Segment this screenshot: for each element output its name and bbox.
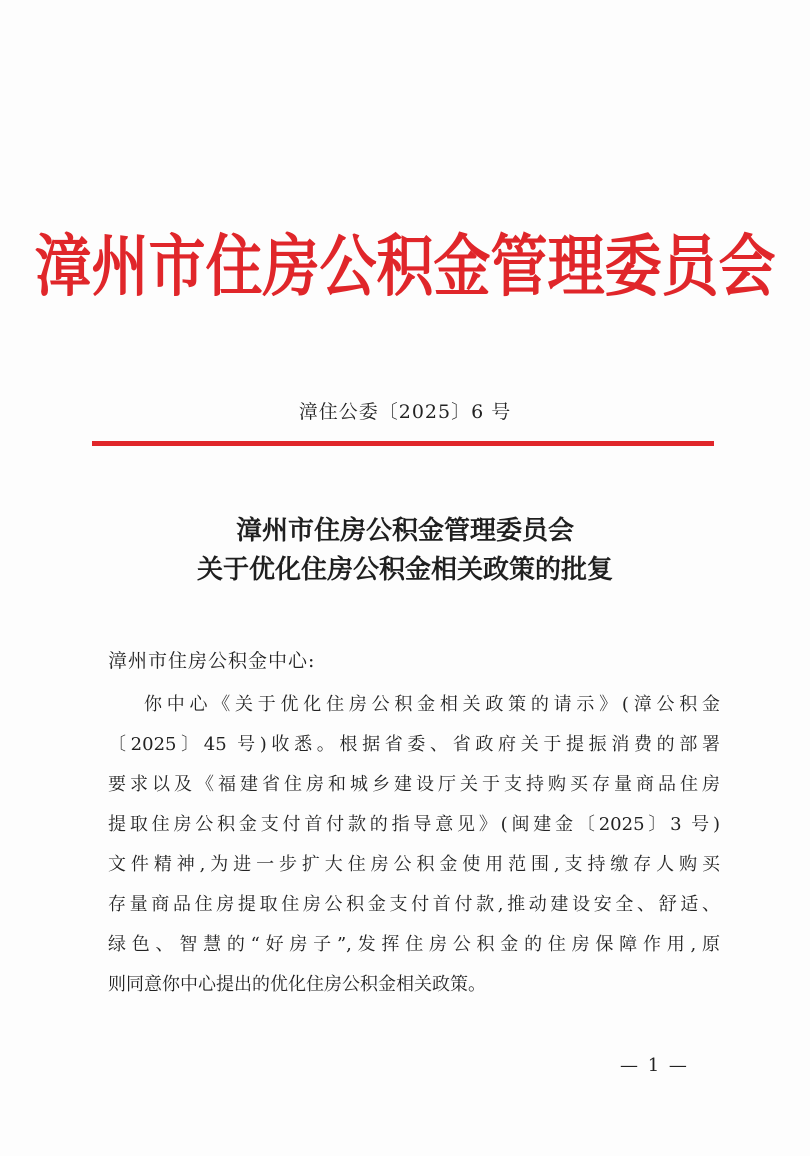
page-number: — 1 —	[620, 1055, 689, 1076]
body-paragraph	[108, 685, 720, 1005]
title-line-2: 关于优化住房公积金相关政策的批复	[196, 555, 613, 585]
body-line: 绿色、智慧的“好房子”,发挥住房公积金的住房保障作用,原	[108, 934, 720, 955]
issuing-organization-header: 漳州市住房公积金管理委员会	[34, 228, 776, 307]
body-line: 要求以及《福建省住房和城乡建设厅关于支持购买存量商品住房	[108, 774, 720, 795]
body-line: 则同意你中心提出的优化住房公积金相关政策。	[108, 974, 486, 995]
body-line: 存量商品住房提取住房公积金支付首付款,推动建设安全、舒适、	[108, 894, 720, 915]
red-divider-line	[92, 441, 714, 446]
document-number: 漳住公委〔2025〕6 号	[298, 401, 512, 423]
salutation: 漳州市住房公积金中心:	[108, 650, 316, 672]
body-line: 提取住房公积金支付首付款的指导意见》(闽建金〔2025〕3 号)	[108, 814, 720, 835]
body-line: 你中心《关于优化住房公积金相关政策的请示》(漳公积金	[144, 694, 720, 715]
body-line: 〔2025〕45 号)收悉。根据省委、省政府关于提振消费的部署	[108, 734, 720, 755]
title-line-1: 漳州市住房公积金管理委员会	[235, 516, 574, 546]
body-line: 文件精神,为进一步扩大住房公积金使用范围,支持缴存人购买	[108, 854, 720, 875]
document-title	[0, 512, 810, 590]
